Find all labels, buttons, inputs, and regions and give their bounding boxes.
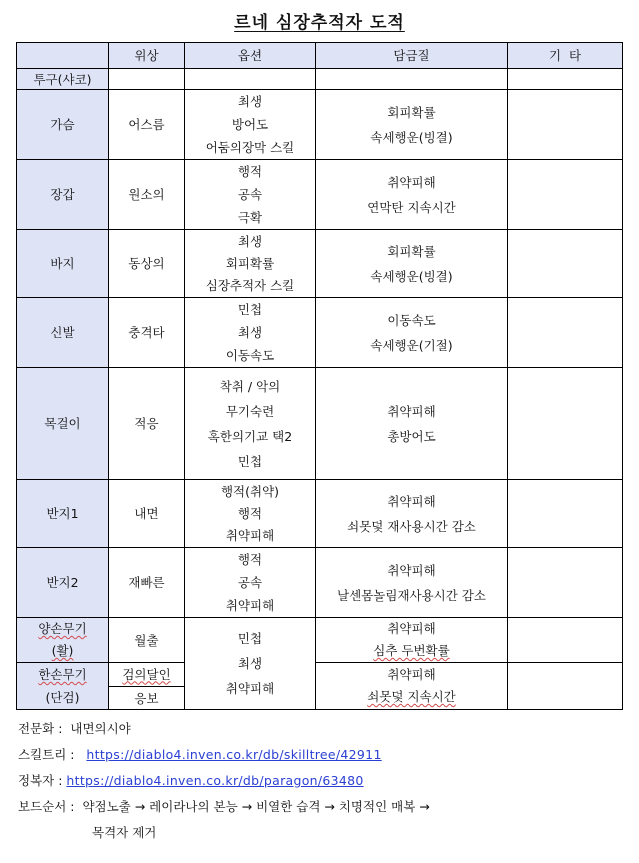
etc-cell (508, 368, 623, 480)
slot-chest: 가슴 (17, 90, 109, 160)
options-cell (185, 69, 316, 90)
option-line: 공속 (237, 575, 263, 590)
build-table (16, 42, 623, 710)
note-label: 스킬트리 : (18, 747, 75, 762)
etc-cell (508, 480, 623, 548)
temper-cell (316, 618, 508, 663)
options-cell-shared (185, 618, 316, 710)
options-cell (185, 160, 316, 230)
slot-gloves: 장갑 (17, 160, 109, 230)
option-line: 무기숙련 (225, 403, 275, 419)
skilltree-link[interactable]: https://diablo4.inven.co.kr/db/skilltree/42911 (86, 747, 382, 762)
note-board-order (18, 794, 618, 820)
table-row (17, 90, 623, 160)
temper-line: 취약피해 (387, 562, 436, 578)
option-line: 민첩 (237, 302, 263, 317)
options-cell (185, 90, 316, 160)
temper-line: 날센몸놀림재사용시간 감소 (337, 587, 486, 603)
option-line: 이동속도 (225, 348, 275, 363)
options-cell (185, 548, 316, 618)
option-line: 극확 (237, 210, 263, 225)
temper-line: 심추 두번확률 (373, 643, 450, 658)
option-line: 최생 (237, 325, 263, 340)
temper-line: 취약피해 (387, 493, 436, 509)
temper-line: 속세행운(빙결) (370, 129, 453, 145)
temper-cell (316, 298, 508, 368)
temper-line: 취약피해 (387, 174, 436, 190)
etc-cell (508, 618, 623, 663)
etc-cell (508, 298, 623, 368)
slot-line: (활) (51, 643, 74, 658)
etc-cell (508, 663, 623, 710)
etc-cell (508, 90, 623, 160)
option-line: 민첩 (237, 453, 263, 469)
option-line: 착취 / 악의 (219, 378, 281, 394)
option-line: 최생 (237, 233, 263, 249)
temper-line: 취약피해 (387, 403, 436, 419)
aspect-cell: 내면 (109, 480, 185, 548)
temper-line: 취약피해 (387, 667, 436, 682)
options-cell (185, 298, 316, 368)
note-label: 전문화 : (18, 721, 63, 736)
header-etc: 기 타 (508, 43, 623, 69)
temper-cell (316, 480, 508, 548)
temper-cell (316, 663, 508, 710)
option-line: 민첩 (237, 631, 263, 646)
board-order-line: 목격자 제거 (92, 825, 157, 840)
slot-one-hand-weapon (17, 663, 109, 710)
document-title: 르네 심장추적자 도적 (234, 13, 405, 33)
temper-cell (316, 160, 508, 230)
aspect-cell: 응보 (109, 687, 185, 710)
aspect-cell: 동상의 (109, 230, 185, 298)
temper-cell (316, 548, 508, 618)
etc-cell (508, 160, 623, 230)
note-label: 보드순서 : (18, 799, 75, 814)
header-temper: 담금질 (316, 43, 508, 69)
aspect-cell: 적응 (109, 368, 185, 480)
temper-cell (316, 90, 508, 160)
etc-cell (508, 548, 623, 618)
etc-cell (508, 230, 623, 298)
table-row (17, 548, 623, 618)
header-options: 옵션 (185, 43, 316, 69)
slot-amulet: 목걸이 (17, 368, 109, 480)
slot-boots: 신발 (17, 298, 109, 368)
temper-line: 속세행운(기절) (370, 337, 453, 353)
option-line: 회피확률 (225, 255, 275, 271)
build-notes (18, 716, 618, 846)
temper-line: 회피확률 (387, 104, 436, 120)
slot-pants: 바지 (17, 230, 109, 298)
board-order-line: 약점노출 → 레이라나의 본능 → 비열한 습격 → 치명적인 매복 → (82, 799, 430, 814)
aspect-cell (109, 69, 185, 90)
aspect-cell: 원소의 (109, 160, 185, 230)
etc-cell (508, 69, 623, 90)
temper-line: 연막탄 지속시간 (367, 199, 456, 215)
option-line: 행적(취약) (220, 483, 280, 499)
temper-line: 쇠못덫 지속시간 (367, 689, 456, 704)
temper-line: 쇠못덫 재사용시간 감소 (347, 518, 476, 534)
option-line: 어둠의장막 스킬 (205, 140, 295, 155)
table-row (17, 618, 623, 663)
table-row (17, 480, 623, 548)
options-cell (185, 480, 316, 548)
option-line: 심장추적자 스킬 (205, 277, 295, 293)
option-line: 취약피해 (225, 598, 275, 613)
option-line: 행적 (237, 552, 263, 567)
options-cell (185, 230, 316, 298)
option-line: 공속 (237, 187, 263, 202)
table-row (17, 298, 623, 368)
option-line: 행적 (237, 505, 263, 521)
note-label: 정복자 : (18, 773, 63, 788)
temper-line: 취약피해 (387, 621, 436, 636)
slot-two-hand-weapon (17, 618, 109, 663)
aspect-cell: 어스름 (109, 90, 185, 160)
temper-line: 회피확률 (387, 243, 436, 259)
slot-line: (단검) (45, 690, 80, 705)
header-corner (17, 43, 109, 69)
temper-line: 속세행운(빙결) (370, 268, 453, 284)
table-row (17, 230, 623, 298)
note-paragon (18, 768, 618, 794)
temper-line: 이동속도 (387, 312, 436, 328)
temper-cell (316, 69, 508, 90)
table-row (17, 368, 623, 480)
temper-cell (316, 230, 508, 298)
table-row (17, 160, 623, 230)
temper-cell (316, 368, 508, 480)
option-line: 방어도 (231, 117, 269, 132)
note-value: 내면의시야 (70, 721, 131, 736)
option-line: 취약피해 (225, 527, 275, 543)
slot-ring1: 반지1 (17, 480, 109, 548)
options-cell (185, 368, 316, 480)
option-line: 최생 (237, 656, 263, 671)
aspect-cell: 월출 (109, 618, 185, 663)
note-specialization (18, 716, 618, 742)
aspect-cell: 검의달인 (109, 663, 185, 687)
table-row (17, 69, 623, 90)
note-skilltree (18, 742, 618, 768)
slot-helmet: 투구(샤코) (17, 69, 109, 90)
temper-line: 총방어도 (387, 428, 436, 444)
header-aspect: 위상 (109, 43, 185, 69)
note-board-order-cont (18, 820, 618, 846)
header-row (17, 43, 623, 69)
slot-line: 한손무기 (38, 667, 87, 682)
paragon-link[interactable]: https://diablo4.inven.co.kr/db/paragon/63480 (66, 773, 364, 788)
option-line: 최생 (237, 94, 263, 109)
aspect-cell: 충격타 (109, 298, 185, 368)
aspect-cell: 재빠른 (109, 548, 185, 618)
option-line: 행적 (237, 164, 263, 179)
option-line: 혹한의기교 택2 (207, 428, 293, 444)
slot-ring2: 반지2 (17, 548, 109, 618)
table-row (17, 663, 623, 687)
option-line: 취약피해 (225, 681, 275, 696)
slot-line: 양손무기 (38, 621, 87, 636)
